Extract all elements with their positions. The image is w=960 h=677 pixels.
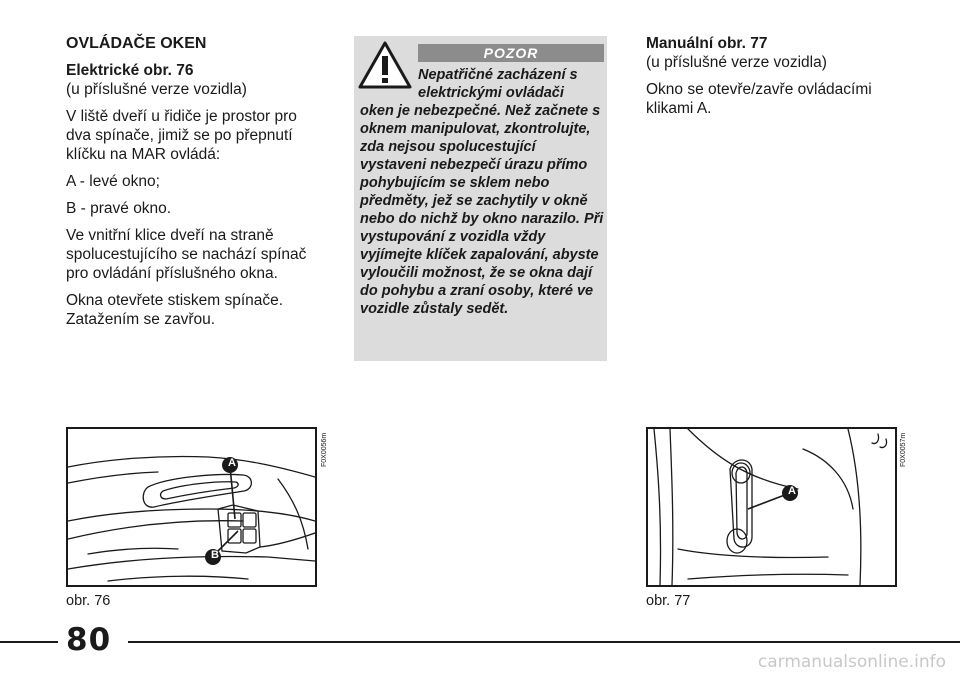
figure-77-window-crank	[646, 427, 897, 587]
figure-76-door-switches	[66, 427, 317, 587]
electric-paragraph-1: V liště dveří u řidiče je prostor pro dva spínače, jimiž se po přepnutí klíčku na MAR ovládá:	[66, 108, 297, 163]
warning-body-text: oken je nebezpečné. Než začnete s oknem manipulovat, zkontrolujte, zda nejsou spolucestující vystaveni nebezpečí úrazu přímo pohybujícím se sklem nebo předměty, jež se zachytily v okně nebo do nichž by okno narazilo. Při vystupování z vozidla vždy vyjímejte klíček zapalování, abyste vyloučili možnost, že se okna dají do pohybu a zraní osoby, které ve vozidle zůstaly sedět.	[360, 103, 604, 317]
manual-paragraph-1: Okno se otevře/zavře ovládacími klikami A.	[646, 81, 872, 117]
window-crank-illustration	[648, 429, 895, 585]
warning-lead-text: Nepatřičné zacházení s elektrickými ovládači	[418, 67, 578, 101]
manual-variant-note: (u příslušné verze vozidla)	[646, 54, 827, 71]
figure-76-caption: obr. 76	[66, 593, 111, 609]
figure-76-code: F0X0056m	[321, 432, 328, 467]
warning-box	[354, 36, 607, 361]
electric-paragraph-2: Ve vnitřní klice dveří na straně spolucestujícího se nachází spínač pro ovládání příslušného okna.	[66, 227, 307, 282]
footer-rule-right	[128, 641, 960, 643]
figure-77-code: F0X0057m	[900, 432, 907, 467]
electric-subheading: Elektrické obr. 76	[66, 62, 194, 79]
figure-77-caption: obr. 77	[646, 593, 691, 609]
warning-title: POZOR	[418, 44, 604, 62]
item-a: A - levé okno;	[66, 173, 160, 190]
electric-variant-note: (u příslušné verze vozidla)	[66, 81, 247, 98]
callout-a-label: A	[788, 485, 796, 497]
item-b: B - pravé okno.	[66, 200, 172, 217]
electric-paragraph-3: Okna otevřete stiskem spínače. Zatažením se zavřou.	[66, 292, 284, 328]
door-switch-illustration	[68, 429, 315, 585]
watermark: carmanualsonline.info	[757, 652, 946, 672]
section-heading: OVLÁDAČE OKEN	[66, 35, 207, 52]
left-column	[66, 34, 326, 337]
callout-b-label: B	[211, 549, 219, 561]
page-number: 80	[66, 622, 112, 658]
manual-subheading: Manuální obr. 77	[646, 35, 768, 52]
footer-rule-left	[0, 641, 58, 643]
callout-a-label: A	[228, 457, 236, 469]
warning-triangle-icon	[358, 40, 412, 90]
right-column	[646, 34, 916, 126]
